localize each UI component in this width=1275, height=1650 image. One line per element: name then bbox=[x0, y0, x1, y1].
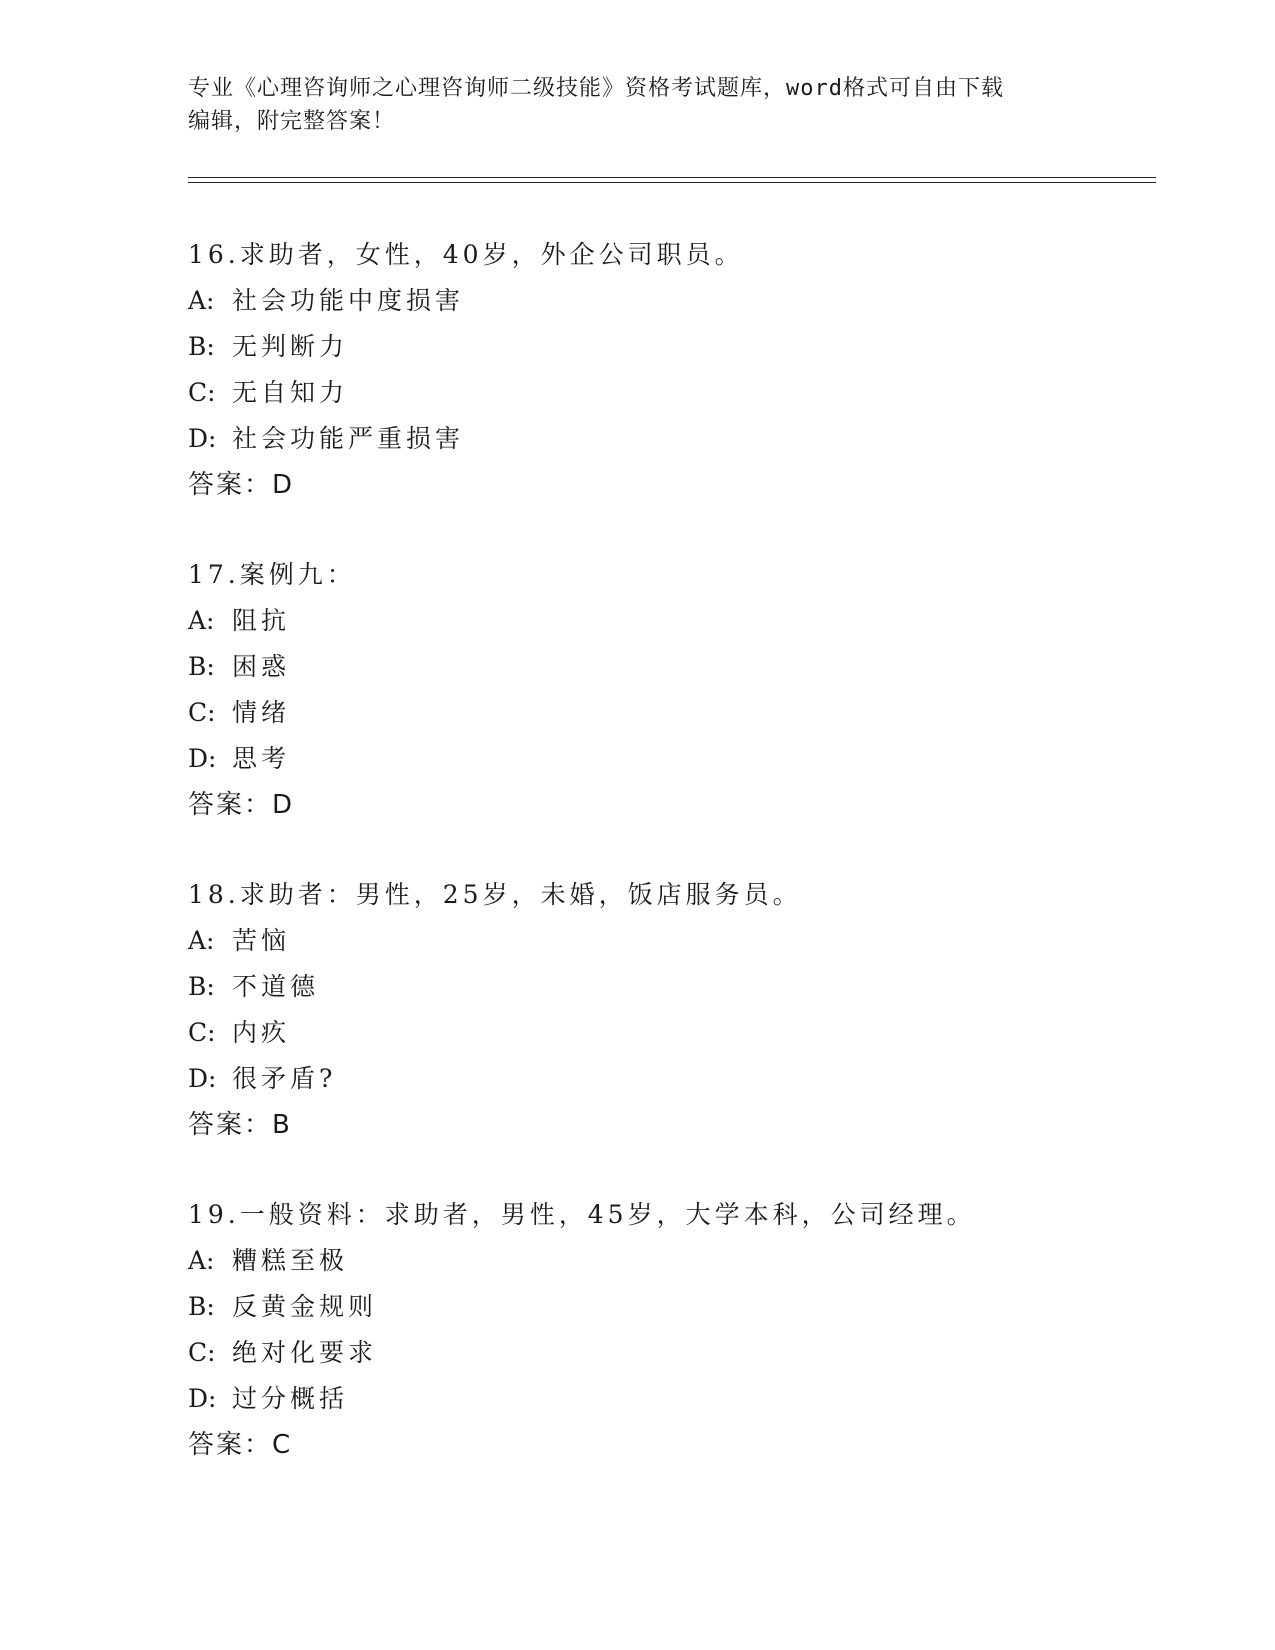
option-key: A: bbox=[188, 286, 215, 315]
option-d bbox=[188, 416, 1148, 462]
option-a bbox=[188, 278, 1148, 324]
option-a bbox=[188, 598, 1148, 644]
option-text: 无判断力 bbox=[232, 332, 349, 361]
option-text: 情绪 bbox=[232, 698, 291, 727]
option-key: D: bbox=[188, 1384, 217, 1413]
option-d bbox=[188, 1056, 1148, 1102]
option-text: 社会功能中度损害 bbox=[232, 286, 465, 315]
answer: 答案：D bbox=[188, 470, 295, 500]
option-key: D: bbox=[188, 1064, 217, 1093]
question-19 bbox=[188, 1192, 1148, 1468]
option-c bbox=[188, 1010, 1148, 1056]
option-b bbox=[188, 644, 1148, 690]
question-stem: 18.求助者：男性，25岁，未婚，饭店服务员。 bbox=[188, 880, 802, 909]
question-18 bbox=[188, 872, 1148, 1148]
option-a bbox=[188, 1238, 1148, 1284]
option-text: 苦恼 bbox=[232, 926, 291, 955]
option-text: 糟糕至极 bbox=[232, 1246, 349, 1275]
option-key: B: bbox=[188, 1292, 215, 1321]
option-d bbox=[188, 736, 1148, 782]
option-b bbox=[188, 1284, 1148, 1330]
option-text: 阻抗 bbox=[232, 606, 291, 635]
option-text: 社会功能严重损害 bbox=[232, 424, 465, 453]
option-key: D: bbox=[188, 744, 217, 773]
option-text: 无自知力 bbox=[232, 378, 349, 407]
option-key: B: bbox=[188, 332, 215, 361]
question-stem: 16.求助者，女性，40岁，外企公司职员。 bbox=[188, 240, 744, 269]
option-key: C: bbox=[188, 1338, 216, 1367]
option-key: D: bbox=[188, 424, 217, 453]
option-key: B: bbox=[188, 972, 215, 1001]
option-key: A: bbox=[188, 1246, 215, 1275]
header-divider-bottom bbox=[188, 182, 1156, 183]
question-stem: 19.一般资料：求助者，男性，45岁，大学本科，公司经理。 bbox=[188, 1200, 976, 1229]
option-text: 过分概括 bbox=[232, 1384, 349, 1413]
option-c bbox=[188, 370, 1148, 416]
option-text: 内疚 bbox=[232, 1018, 291, 1047]
option-b bbox=[188, 964, 1148, 1010]
option-key: C: bbox=[188, 378, 216, 407]
header-line-1: 专业《心理咨询师之心理咨询师二级技能》资格考试题库，word格式可自由下载 bbox=[188, 76, 1004, 101]
question-stem: 17.案例九： bbox=[188, 560, 356, 589]
document-header bbox=[188, 72, 1068, 138]
option-text: 反黄金规则 bbox=[232, 1292, 378, 1321]
option-text: 困惑 bbox=[232, 652, 291, 681]
header-line-2: 编辑，附完整答案！ bbox=[188, 109, 396, 134]
option-text: 思考 bbox=[232, 744, 291, 773]
option-key: A: bbox=[188, 926, 215, 955]
header-divider-top bbox=[188, 177, 1156, 178]
option-a bbox=[188, 918, 1148, 964]
option-key: C: bbox=[188, 698, 216, 727]
option-text: 绝对化要求 bbox=[232, 1338, 378, 1367]
option-c bbox=[188, 690, 1148, 736]
option-text: 很矛盾? bbox=[232, 1064, 337, 1093]
answer: 答案：B bbox=[188, 1110, 292, 1140]
option-c bbox=[188, 1330, 1148, 1376]
option-key: B: bbox=[188, 652, 215, 681]
option-key: A: bbox=[188, 606, 215, 635]
option-d bbox=[188, 1376, 1148, 1422]
option-b bbox=[188, 324, 1148, 370]
question-16 bbox=[188, 232, 1148, 508]
answer: 答案：C bbox=[188, 1430, 293, 1460]
question-17 bbox=[188, 552, 1148, 828]
option-text: 不道德 bbox=[232, 972, 320, 1001]
option-key: C: bbox=[188, 1018, 216, 1047]
answer: 答案：D bbox=[188, 790, 295, 820]
